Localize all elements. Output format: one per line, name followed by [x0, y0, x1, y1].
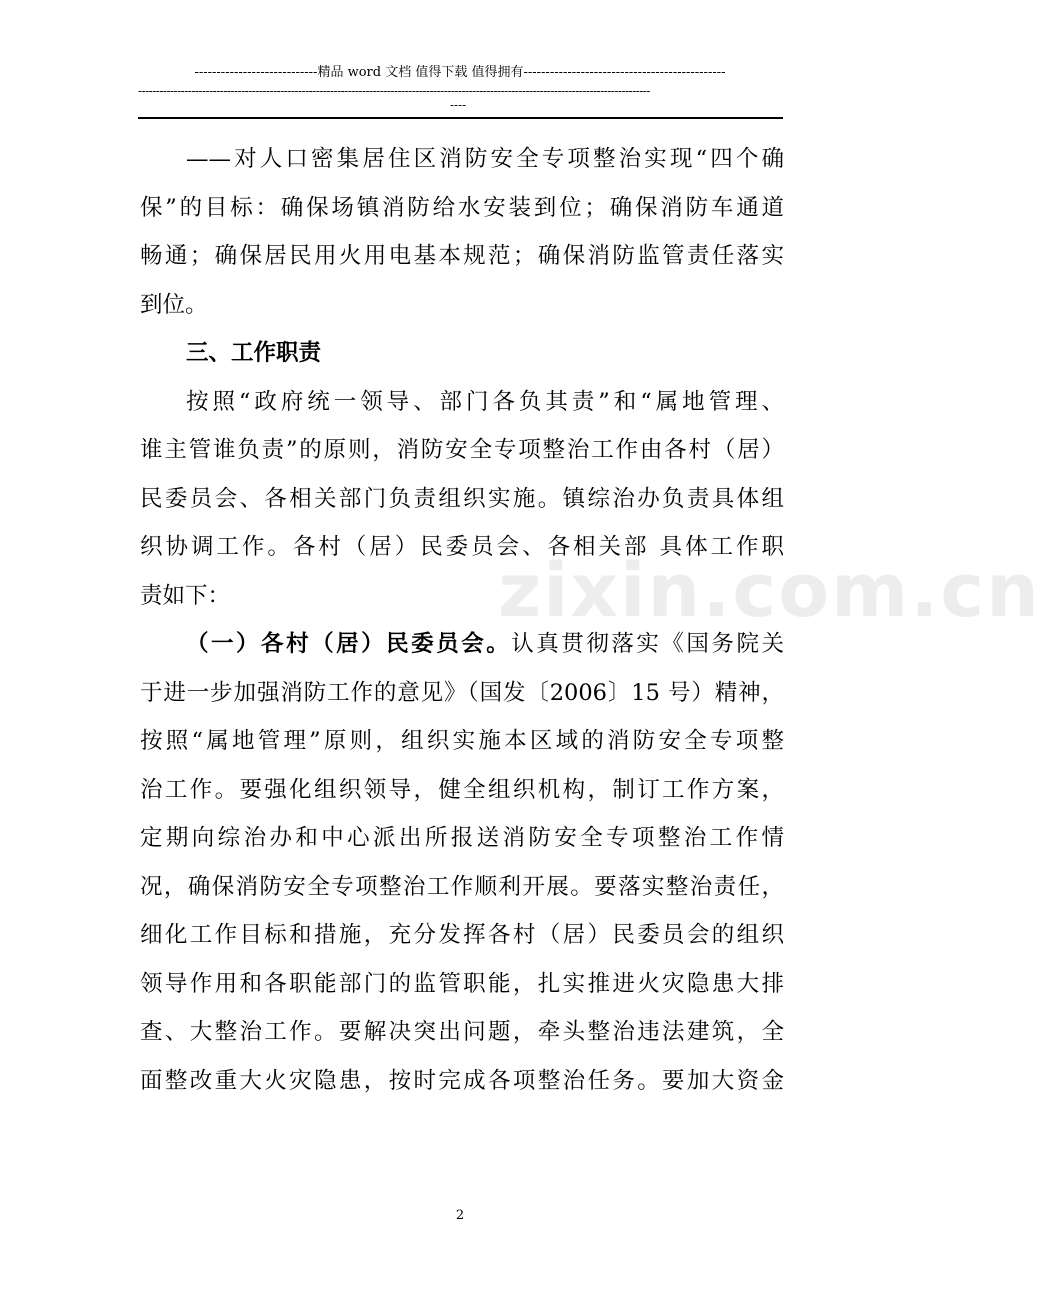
- text-line: 保”的目标：确保场镇消防给水安装到位；确保消防车通道: [140, 194, 784, 221]
- text-line: 谁主管谁负责”的原则，消防安全专项整治工作由各村（居）: [140, 437, 784, 463]
- header-dash-line: ------------------------------------------------------------------------------------------------------------------------------------------------: [138, 84, 650, 98]
- text-line: 细化工作目标和措施，充分发挥各村（居）民委员会的组织: [140, 922, 784, 948]
- document-body: [140, 135, 784, 1105]
- text-line: 治工作。要强化组织领导，健全组织机构，制订工作方案，: [140, 776, 784, 803]
- text-line: 况，确保消防安全专项整治工作顺利开展。要落实整治责任，: [140, 873, 784, 900]
- text-line: ——对人口密集居住区消防安全专项整治实现“四个确: [186, 146, 784, 172]
- text-line: 领导作用和各职能部门的监管职能，扎实推进火灾隐患大排: [140, 970, 784, 997]
- text-line: 到位。: [140, 291, 208, 318]
- paragraph-four-ensures: [140, 135, 784, 329]
- subsection-title: （一）各村（居）民委员会。: [186, 631, 512, 657]
- text-line: 按照“政府统一领导、部门各负其责”和“属地管理、: [186, 388, 784, 415]
- watermark: zixin.com.cn: [498, 548, 1041, 634]
- paragraph-principles: [140, 378, 784, 621]
- text-run: 认真贯彻落实《国务院关: [511, 631, 784, 657]
- text-line: 民委员会、各相关部门负责组织实施。镇综治办负责具体组: [140, 485, 784, 512]
- text-line: 畅通；确保居民用火用电基本规范；确保消防监管责任落实: [140, 243, 784, 269]
- text-line: 于进一步加强消防工作的意见》（国发〔2006〕15 号）精神，: [140, 679, 784, 706]
- header-dash-tail: ----: [450, 98, 467, 112]
- text-line: 责如下：: [140, 582, 231, 609]
- page-number: 2: [455, 1208, 465, 1223]
- text-line: 按照“属地管理”原则，组织实施本区域的消防安全专项整: [140, 728, 784, 754]
- text-line: [140, 620, 784, 669]
- text-line: 织协调工作。各村（居）民委员会、各相关部 具体工作职: [140, 534, 784, 560]
- text-line: 面整改重大火灾隐患，按时完成各项整治任务。要加大资金: [140, 1067, 784, 1094]
- text-line: 定期向综治办和中心派出所报送消防安全专项整治工作情: [140, 825, 784, 851]
- paragraph-village-committees: [140, 620, 784, 1105]
- text-line: 查、大整治工作。要解决突出问题，牵头整治违法建筑，全: [140, 1019, 784, 1045]
- header-rule: [138, 117, 783, 119]
- section-heading: 三、工作职责: [186, 340, 322, 366]
- header-banner: ----------------------------精品 word 文档 值得下载 值得拥有----------------------------------------------: [194, 65, 726, 80]
